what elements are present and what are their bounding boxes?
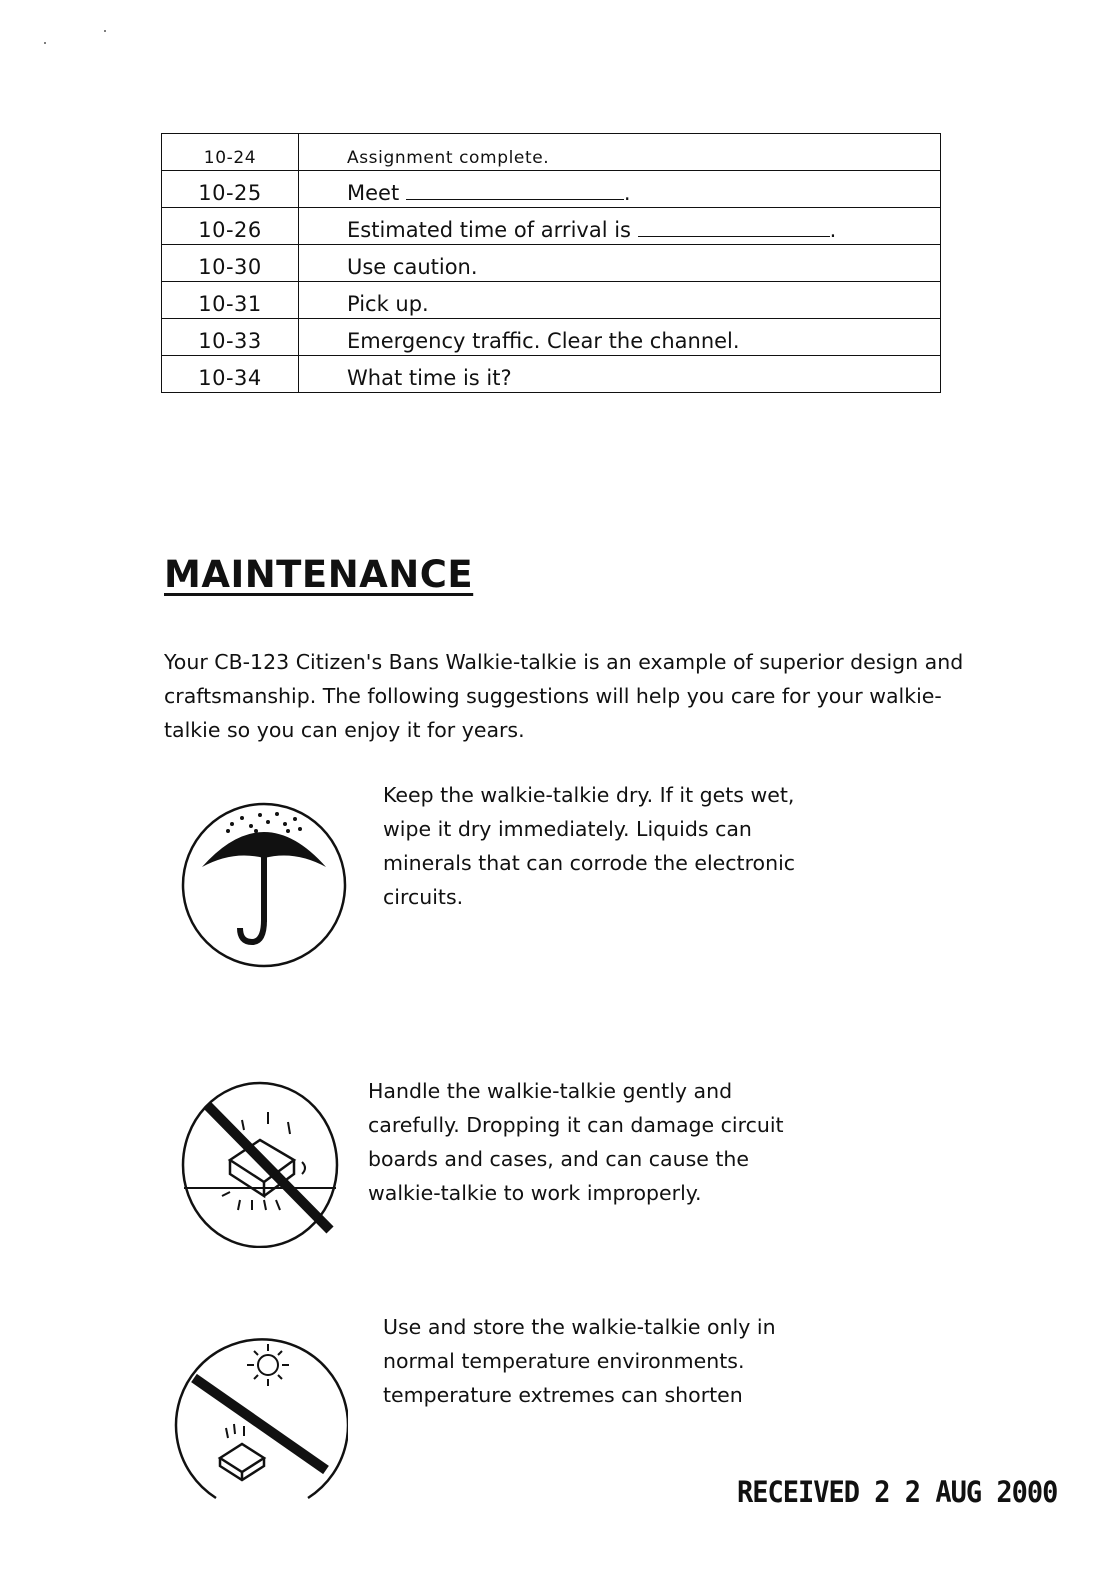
meaning-text: Use caution. [347,255,478,279]
tip-keep-dry: Keep the walkie-talkie dry. If it gets wet, wipe it dry immediately. Liquids can minerals that can corrode the electronic circuits. [383,783,796,909]
code-cell: 10-24 [162,134,299,171]
no-heat-icon [168,1322,348,1504]
code-cell: 10-33 [162,319,299,356]
fill-in-blank [406,199,624,200]
code-cell: 10-34 [162,356,299,393]
fill-in-blank [638,236,830,237]
meaning-cell [299,208,941,245]
meaning-cell [299,319,941,356]
ten-codes-table [161,133,941,393]
meaning-cell [299,356,941,393]
meaning-text: Estimated time of arrival is [347,218,638,242]
meaning-text: Assignment complete. [347,148,550,168]
table-row [162,134,941,171]
tip-normal-temperature: Use and store the walkie-talkie only in normal temperature environments. temperature extremes can shorten [383,1315,776,1407]
meaning-cell [299,245,941,282]
table-row [162,319,941,356]
code-cell: 10-31 [162,282,299,319]
no-dropping-icon [180,1078,340,1248]
meaning-cell [299,134,941,171]
received-stamp: RECEIVED 2 2 AUG 2000 [737,1475,1058,1510]
meaning-text: Emergency traffic. Clear the channel. [347,329,740,353]
table-row [162,171,941,208]
table-row [162,208,941,245]
table-row [162,282,941,319]
code-cell: 10-25 [162,171,299,208]
section-title: MAINTENANCE [164,553,474,596]
meaning-suffix: . [623,181,631,205]
code-cell: 10-30 [162,245,299,282]
meaning-text: Pick up. [347,292,429,316]
meaning-cell [299,171,941,208]
table-row [162,245,941,282]
tip-handle-gently: Handle the walkie-talkie gently and carefully. Dropping it can damage circuit boards and cases, and can cause the walkie-talkie to work improperly. [368,1079,784,1205]
table-row [162,356,941,393]
meaning-cell [299,282,941,319]
meaning-text: Meet [347,181,406,205]
code-cell: 10-26 [162,208,299,245]
umbrella-icon [180,800,350,970]
scan-speck [104,30,106,32]
intro-paragraph: Your CB-123 Citizen's Bans Walkie-talkie is an example of superior design and craftsmanship. The following suggestions will help you care for your walkie-talkie so you can enjoy it for years. [164,650,964,742]
meaning-text: What time is it? [347,366,512,390]
meaning-suffix: . [829,218,837,242]
scan-speck [44,42,46,44]
